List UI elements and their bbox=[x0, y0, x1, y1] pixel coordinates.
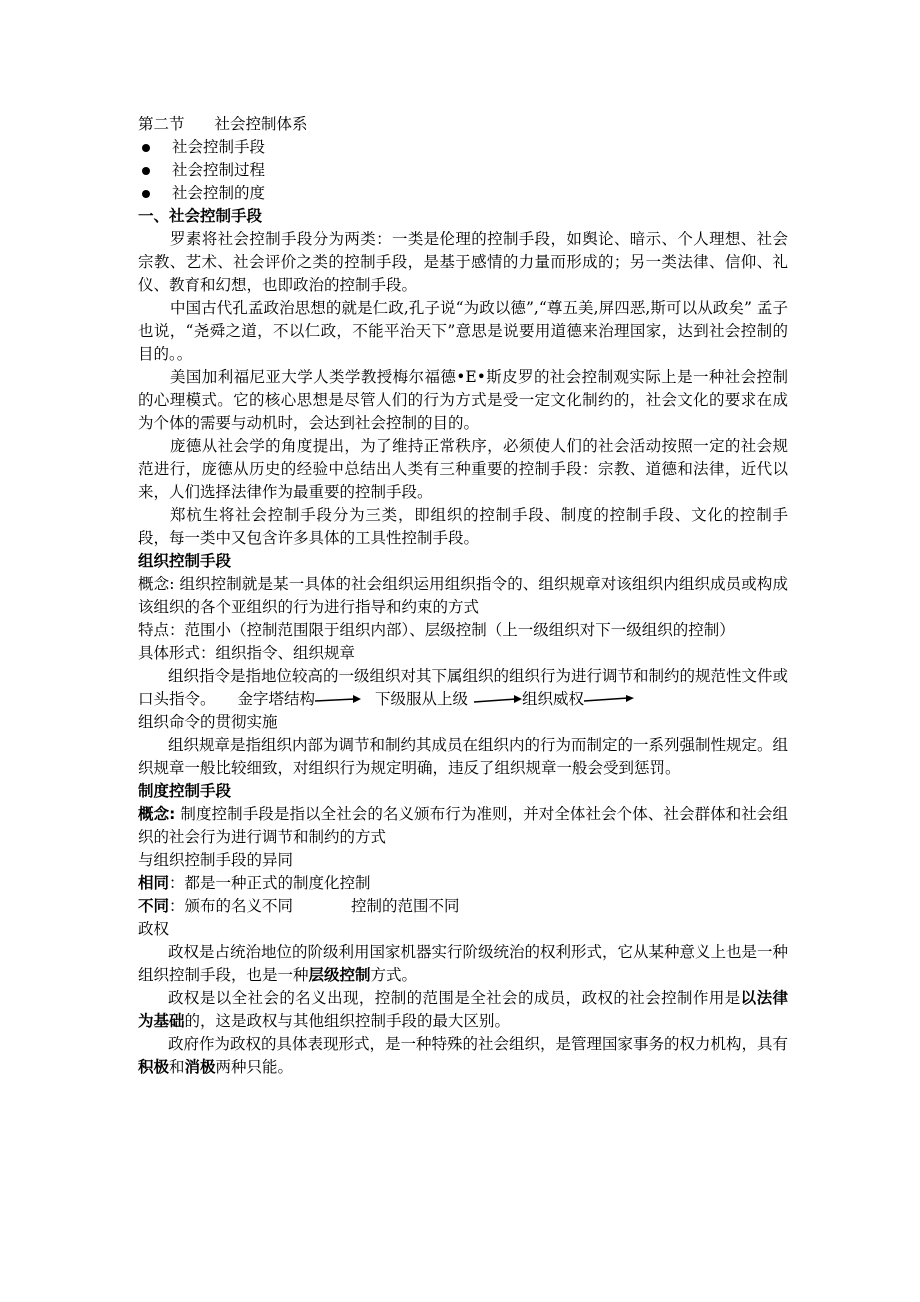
heading-inst-control: 制度控制手段 bbox=[138, 782, 232, 800]
same-label: 相同 bbox=[138, 874, 170, 892]
bullet-text: 社会控制的度 bbox=[172, 184, 266, 202]
regime-bold: 积极 bbox=[138, 1058, 170, 1076]
section-number: 第二节 bbox=[138, 115, 185, 133]
document-page bbox=[138, 113, 788, 1079]
section-name: 社会控制体系 bbox=[214, 115, 308, 133]
org-forms: 具体形式：组织指令、组织规章 bbox=[138, 644, 356, 662]
section-title bbox=[138, 113, 788, 136]
org-directive-paragraph bbox=[138, 665, 788, 734]
diff-label: 不同 bbox=[138, 897, 170, 915]
regime-text: 和 bbox=[169, 1058, 185, 1076]
arrow-right-icon bbox=[584, 695, 634, 705]
regime-text: 方式。 bbox=[370, 966, 418, 984]
chain-step-1: 金字塔结构 bbox=[237, 690, 316, 708]
bullet-item bbox=[138, 159, 788, 182]
org-rules-paragraph: 组织规章是指组织内部为调节和制约其成员在组织内的行为而制定的一系列强制性规定。组织规章一般比较细致，对组织行为规定明确，违反了组织规章一般会受到惩罚。 bbox=[138, 736, 789, 777]
inst-concept bbox=[138, 803, 788, 849]
paragraph-spiro: 美国加利福尼亚大学人类学教授梅尔福德•E•斯皮罗的社会控制观实际上是一种社会控制的心理模式。它的核心思想是尽管人们的行为方式是受一定文化制约的，社会文化的要求在成为个体的需要与动机时，会达到社会控制的目的。 bbox=[138, 368, 788, 432]
inst-concept-label: 概念: bbox=[138, 805, 176, 823]
regime-paragraph-1 bbox=[138, 941, 788, 987]
bullet-item bbox=[138, 182, 788, 205]
bullet-dot-icon bbox=[142, 190, 150, 198]
regime-paragraph-3 bbox=[138, 1033, 788, 1079]
same-text: ：都是一种正式的制度化控制 bbox=[169, 874, 371, 892]
regime-paragraph-2 bbox=[138, 987, 788, 1033]
inst-diff bbox=[138, 895, 788, 918]
org-directive-text: 组织指令是指地位较高的一级组织对其下属组织的组织行为进行调节和制约的规范性文件或口头指令。 bbox=[138, 667, 789, 708]
regime-bold: 以法律为基础 bbox=[138, 989, 788, 1030]
chain-step-2: 下级服从上级 bbox=[375, 690, 469, 708]
bullet-item bbox=[138, 136, 788, 159]
regime-bold: 消极 bbox=[184, 1058, 216, 1076]
org-features: 特点：范围小（控制范围限于组织内部）、层级控制（上一级组织对下一级组织的控制） bbox=[138, 621, 735, 639]
regime-text: 政权是以全社会的名义出现，控制的范围是全社会的成员，政权的社会控制作用是 bbox=[168, 989, 741, 1007]
diff-text-1: ：颁布的名义不同 bbox=[169, 897, 294, 915]
regime-text: 两种只能。 bbox=[215, 1058, 294, 1076]
regime-text: 政府作为政权的具体表现形式，是一种特殊的社会组织，是管理国家事务的权力机构，具有 bbox=[168, 1035, 789, 1053]
paragraph-zheng: 郑杭生将社会控制手段分为三类，即组织的控制手段、制度的控制手段、文化的控制手段，每一类中又包含许多具体的工具性控制手段。 bbox=[138, 506, 788, 547]
org-directive-end: 组织命令的贯彻实施 bbox=[138, 713, 278, 731]
heading-control-means: 一、社会控制手段 bbox=[138, 207, 263, 225]
chain-step-3: 组织威权 bbox=[522, 690, 585, 708]
bullet-text: 社会控制过程 bbox=[172, 161, 266, 179]
paragraph-russell: 罗素将社会控制手段分为两类：一类是伦理的控制手段，如舆论、暗示、个人理想、社会宗教、艺术、社会评价之类的控制手段，是基于感情的力量而形成的；另一类法律、信仰、礼仪、教育和幻想，也即政治的控制手段。 bbox=[138, 230, 788, 294]
bullet-dot-icon bbox=[142, 144, 150, 152]
org-concept: 概念: 组织控制就是某一具体的社会组织运用组织指令的、组织规章对该组织内组织成员或构成该组织的各个亚组织的行为进行指导和约束的方式 bbox=[138, 575, 788, 616]
bullet-dot-icon bbox=[142, 167, 150, 175]
inst-compare: 与组织控制手段的异同 bbox=[138, 851, 294, 869]
regime-text: 的，这是政权与其他组织控制手段的最大区别。 bbox=[184, 1012, 511, 1030]
regime-bold: 层级控制 bbox=[308, 966, 371, 984]
arrow-right-icon bbox=[315, 695, 361, 705]
arrow-right-icon bbox=[474, 695, 522, 705]
heading-org-control: 组织控制手段 bbox=[138, 552, 232, 570]
inst-same bbox=[138, 872, 788, 895]
regime-text: 政权是占统治地位的阶级利用国家机器实行阶级统治的权利形式，它从某种意义上也是一种组织控制手段，也是一种 bbox=[138, 943, 789, 984]
paragraph-confucius: 中国古代孔孟政治思想的就是仁政,孔子说“为政以德”,“尊五美,屏四恶,斯可以从政矣” 孟子也说，“尧舜之道，不以仁政，不能平治天下”意思是说要用道德来治理国家，达到社会控制的目的。。 bbox=[138, 299, 788, 363]
inst-concept-text: 制度控制手段是指以全社会的名义颁布行为准则，并对全体社会个体、社会群体和社会组织的社会行为进行调节和制约的方式 bbox=[138, 805, 789, 846]
regime-heading: 政权 bbox=[138, 920, 170, 938]
bullet-text: 社会控制手段 bbox=[172, 138, 266, 156]
paragraph-pound: 庞德从社会学的角度提出，为了维持正常秩序，必须使人们的社会活动按照一定的社会规范进行，庞德从历史的经验中总结出人类有三种重要的控制手段：宗教、道德和法律，近代以来，人们选择法律作为最重要的控制手段。 bbox=[138, 437, 788, 501]
diff-text-2: 控制的范围不同 bbox=[351, 897, 460, 915]
